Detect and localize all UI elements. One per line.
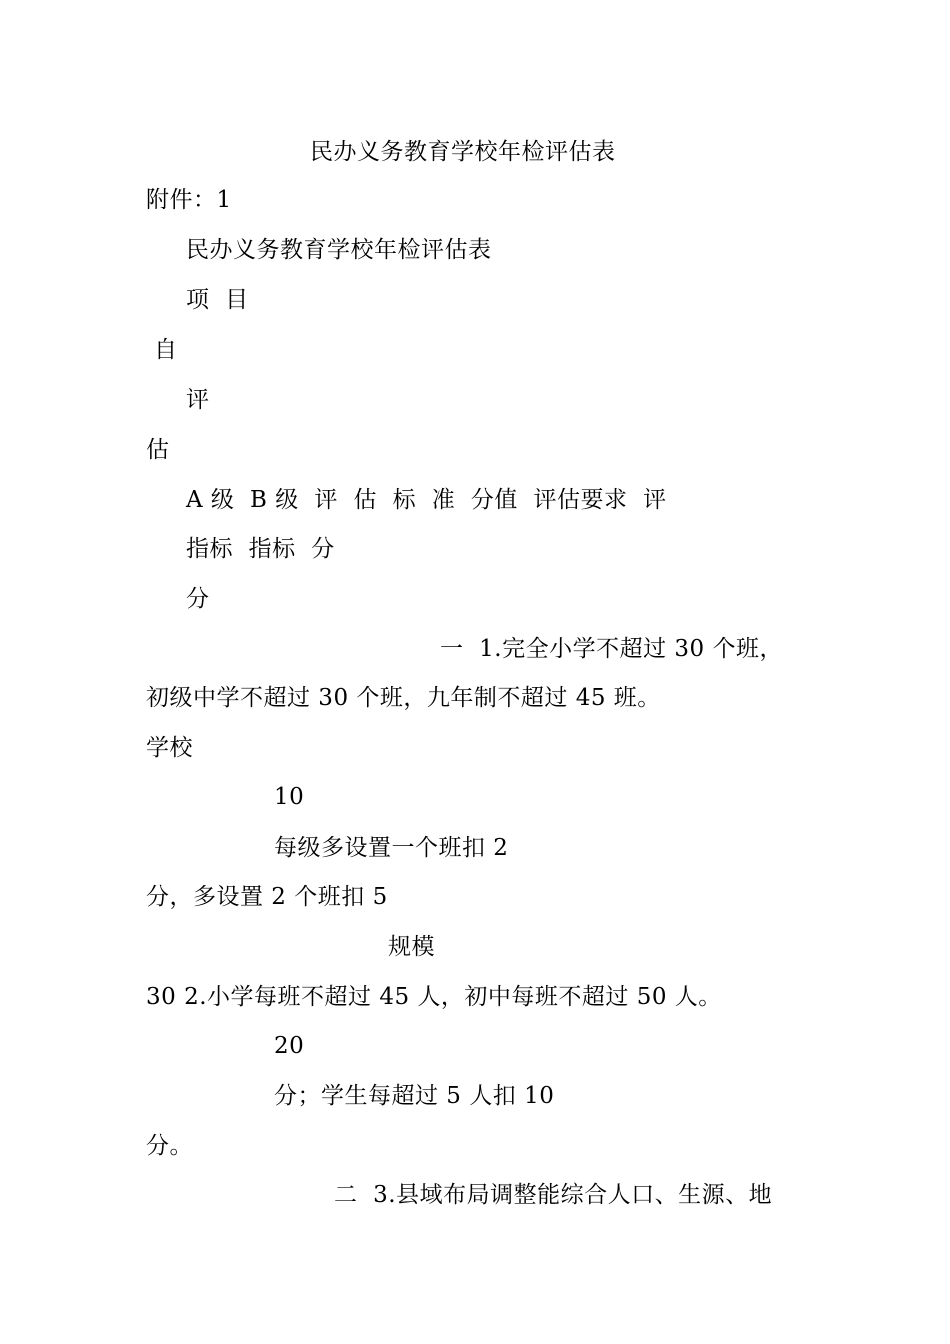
text-line: 分；学生每超过 5 人扣 10 xyxy=(274,1083,555,1109)
text-line: 指标 指标 分 xyxy=(186,536,335,562)
document-title: 民办义务教育学校年检评估表 xyxy=(310,139,616,165)
text-line: 自 xyxy=(154,337,178,363)
text-line: 20 xyxy=(274,1033,305,1059)
text-line: 估 xyxy=(146,437,170,463)
text-line: 分 xyxy=(186,586,210,612)
document-subtitle: 民办义务教育学校年检评估表 xyxy=(186,237,492,263)
text-line: 30 2.小学每班不超过 45 人，初中每班不超过 50 人。 xyxy=(146,984,722,1010)
text-line: 分，多设置 2 个班扣 5 xyxy=(146,884,388,910)
attachment-label: 附件：1 xyxy=(146,187,232,213)
text-line: 二 3.县域布局调整能综合人口、生源、地 xyxy=(334,1182,773,1208)
text-line: 初级中学不超过 30 个班，九年制不超过 45 班。 xyxy=(146,685,661,711)
text-line: 每级多设置一个班扣 2 xyxy=(274,835,509,861)
text-line: 10 xyxy=(274,784,305,810)
text-line: 规模 xyxy=(388,934,435,960)
text-line: 评 xyxy=(186,387,210,413)
text-line: A 级 B 级 评 估 标 准 分值 评估要求 评 xyxy=(186,487,667,513)
text-line: 一 1.完全小学不超过 30 个班， xyxy=(440,636,783,662)
text-line: 学校 xyxy=(146,735,193,761)
text-line: 分。 xyxy=(146,1133,193,1159)
text-line: 项 目 xyxy=(186,287,249,313)
